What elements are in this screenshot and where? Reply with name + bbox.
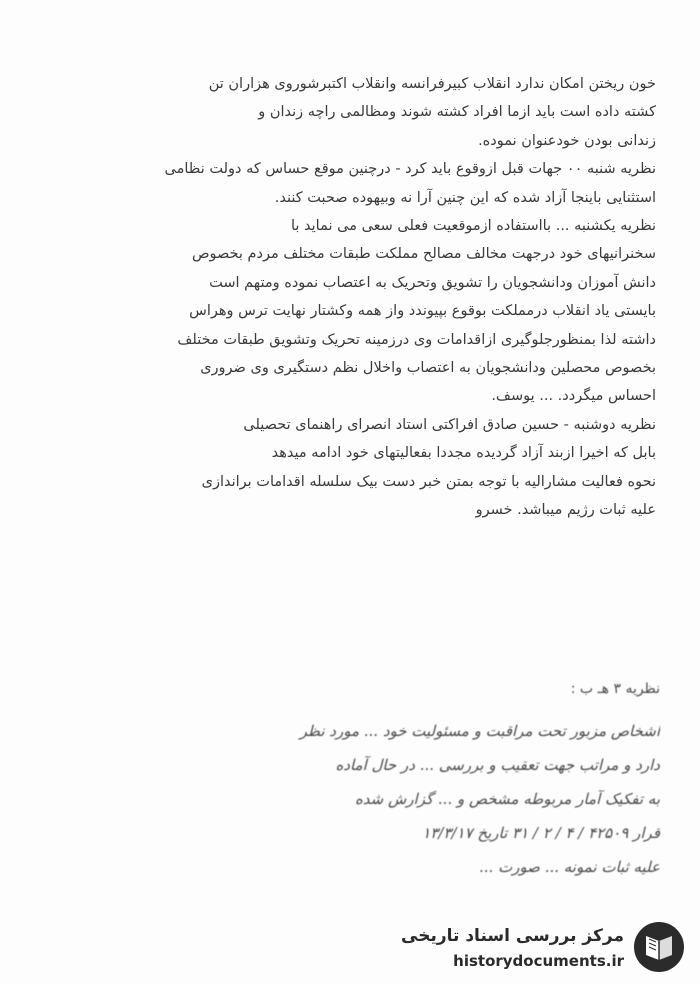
typed-line: خون ریختن امکان ندارد انقلاب کبیرفرانسه وانقلاب اکتبرشوروی هزاران تن <box>208 76 656 92</box>
typed-line: نحوه فعالیت مشارالیه با توجه بمتن خبر دست بیک سلسله اقدامات براندازی <box>201 473 656 490</box>
handwritten-heading: نظریه ۳ هـ ب : <box>570 681 660 697</box>
typed-line: نظریه یکشنبه ... بااستفاده ازموقعیت فعلی سعی می نماید با <box>290 218 656 235</box>
handwritten-line: دارد و مراتب جهت تعقیب و بررسی ... در حال آماده <box>335 756 660 774</box>
book-logo-icon <box>632 920 686 974</box>
handwritten-note <box>40 664 660 884</box>
typed-line: علیه ثبات رژیم میباشد. خسرو <box>475 502 656 519</box>
typed-report-text <box>48 70 656 525</box>
handwritten-line: علیه ثبات نمونه ... صورت ... <box>479 858 660 876</box>
handwritten-line: قرار ۴۲۵۰۹ / ۴ / ۲ / ۳۱ تاریخ ۱۳/۳/۱۷ <box>422 824 660 842</box>
typed-line: کشته داده است باید ازما افراد کشته شوند ومظالمی راچه زندان و <box>258 104 656 121</box>
watermark-url: historydocuments.ir <box>453 952 624 970</box>
typed-line: زندانی بودن خودعنوان نموده. <box>478 132 656 149</box>
typed-line: بخصوص محصلین ودانشجویان به اعتصاب واخلال نظم دستگیری وی ضروری <box>200 360 656 377</box>
typed-line: سخنرانیهای خود درجهت مخالف مصالح مملکت طبقات مختلف مردم بخصوص <box>191 246 656 263</box>
watermark <box>386 918 686 978</box>
handwritten-line: اشخاص مزبور تحت مراقبت و مسئولیت خود ... مورد نظر <box>299 722 660 740</box>
typed-line: بایستی یاد انقلاب درمملکت بوقوع بپیوندد واز همه وکشتار نهایت ترس وهراس <box>189 303 656 320</box>
typed-line: نظریه دوشنبه - حسین صادق افراکتی استاد انصرای راهنمای تحصیلی <box>243 416 656 433</box>
typed-line: دانش آموزان ودانشجویان را تشویق وتحریک به اعتصاب نموده ومتهم است <box>209 274 656 291</box>
typed-line: بابل که اخیرا ازبند آزاد گردیده مجددا بفعالیتهای خود ادامه میدهد <box>271 445 656 462</box>
handwritten-line: به تفکیک آمار مربوطه مشخص و ... گزارش شده <box>354 790 660 808</box>
watermark-title: مرکز بررسی اسناد تاریخی <box>401 926 624 946</box>
typed-line: داشته لذا بمنظورجلوگیری ازاقدامات وی درزمینه تحریک وتشویق طبقات مختلف <box>177 331 656 348</box>
typed-line: نظریه شنبه ۰۰ جهات قبل ازوقوع باید کرد - درچنین موقع حساس که دولت نظامی <box>164 161 656 178</box>
typed-line: احساس میگردد. ... یوسف. <box>491 388 656 405</box>
typed-line: استثنایی باینجا آزاد شده که این چنین آرا نه وبیهوده صحبت کنند. <box>274 189 656 206</box>
